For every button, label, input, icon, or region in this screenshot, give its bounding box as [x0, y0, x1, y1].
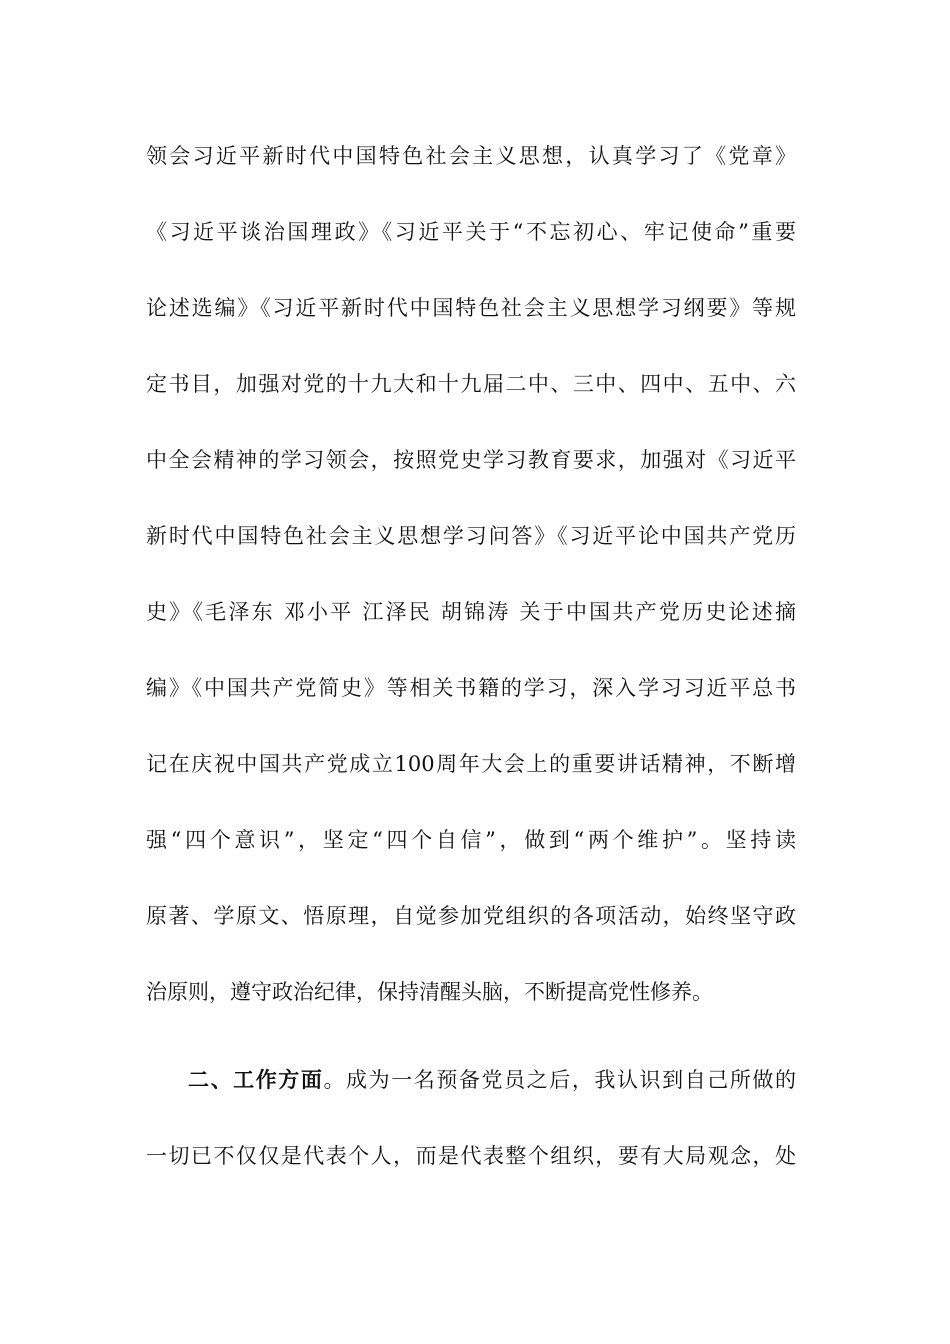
text-line: 一切已不仅仅是代表个人，而是代表整个组织，要有大局观念，处 [146, 1144, 796, 1168]
text-line: 治原则，遵守政治纪律，保持清醒头脑，不断提高党性修养。 [146, 980, 713, 1004]
text-line: 定书目，加强对党的十九大和十九届二中、三中、四中、五中、六 [146, 372, 796, 396]
text-line: 中全会精神的学习领会，按照党史学习教育要求，加强对《习近平 [146, 448, 796, 472]
section-heading: 二、工作方面 [188, 1067, 324, 1092]
paragraph-study [146, 118, 796, 1030]
text-line: 编》《中国共产党简史》等相关书籍的学习，深入学习习近平总书 [146, 676, 796, 700]
text-line: 《习近平谈治国理政》《习近平关于“不忘初心、牢记使命”重要 [146, 220, 796, 244]
text-line-with-heading [146, 1042, 796, 1118]
text-line: 原著、学原文、悟原理，自觉参加党组织的各项活动，始终坚守政 [146, 904, 796, 928]
document-body [146, 118, 796, 1194]
text-line: 记在庆祝中国共产党成立100周年大会上的重要讲话精神，不断增 [146, 752, 796, 776]
paragraph-work [146, 1042, 796, 1194]
text-line: 新时代中国特色社会主义思想学习问答》《习近平论中国共产党历 [146, 524, 796, 548]
text-line: 强“四个意识”，坚定“四个自信”，做到“两个维护”。坚持读 [146, 828, 796, 852]
text-line: 论述选编》《习近平新时代中国特色社会主义思想学习纲要》等规 [146, 296, 796, 320]
text-line: 领会习近平新时代中国特色社会主义思想，认真学习了《党章》 [146, 144, 796, 168]
paragraph-gap [146, 1030, 796, 1042]
text-line: 史》《毛泽东 邓小平 江泽民 胡锦涛 关于中国共产党历史论述摘 [146, 600, 796, 624]
text-span: 。成为一名预备党员之后，我认识到自己所做的 [323, 1068, 796, 1092]
